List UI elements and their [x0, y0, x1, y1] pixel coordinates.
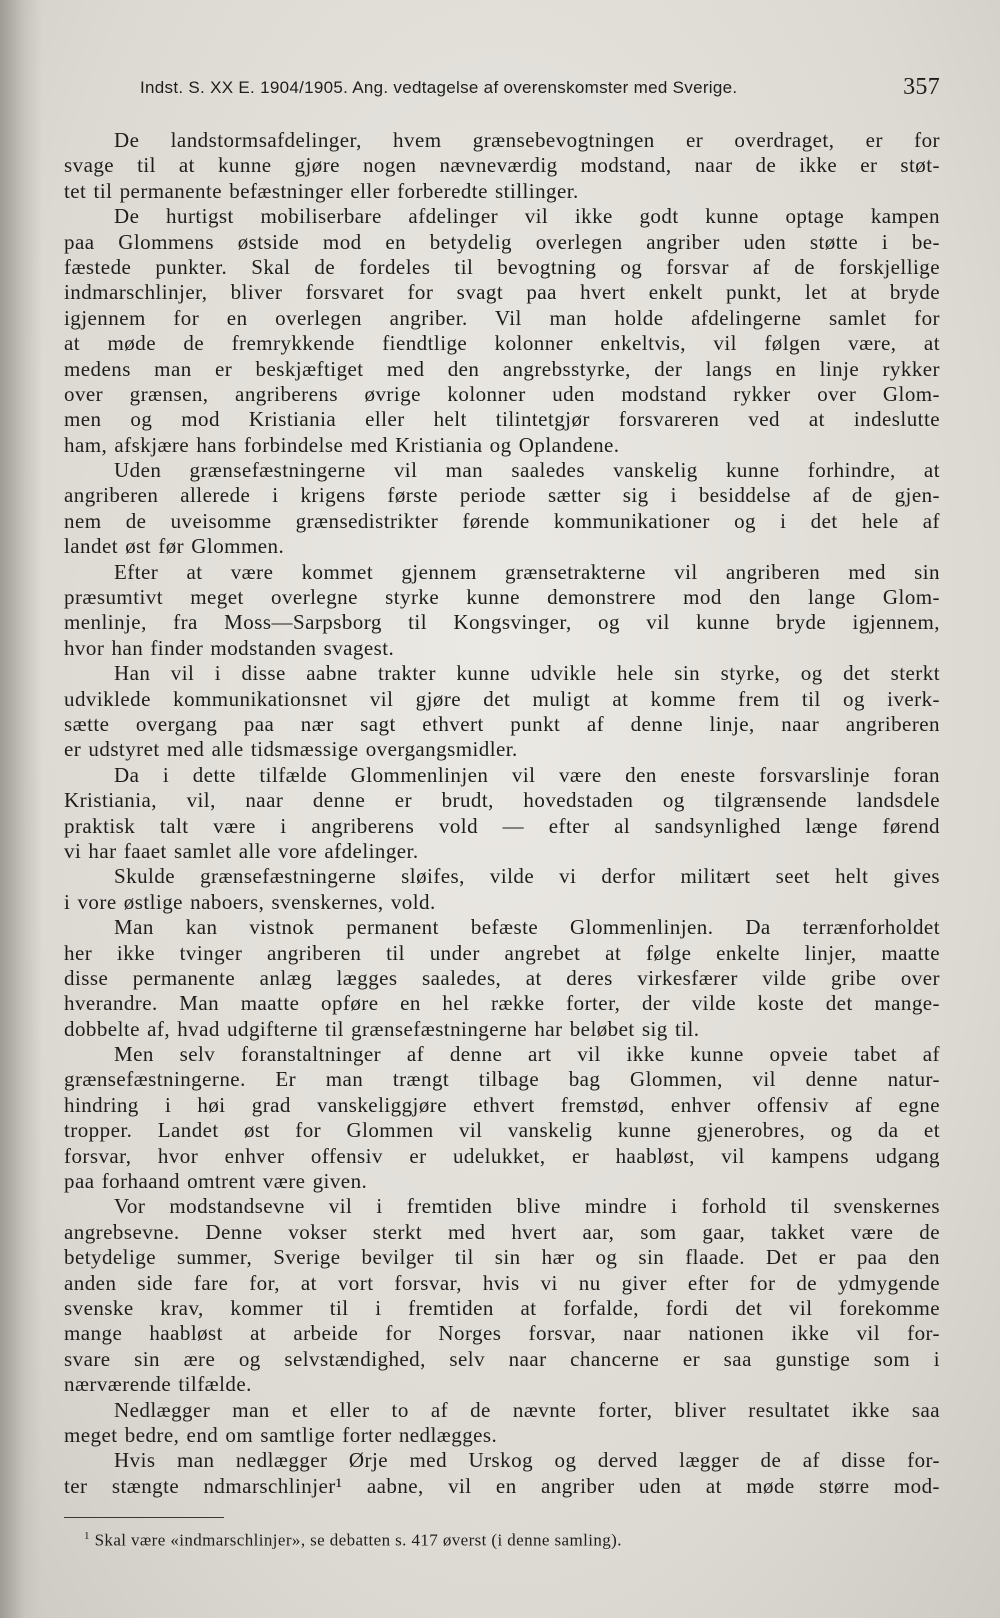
text-line: hindring i høi grad vanskeliggjøre ethvert fremstød, enhver offensiv af egne — [64, 1092, 940, 1117]
footnote-text: Skal være «indmarschlinjer», se debatten s. 417 øverst (i denne samling). — [94, 1530, 622, 1550]
text-line: medens man er beskjæftiget med den angrebsstyrke, der langs en linje rykker — [64, 356, 940, 381]
text-line: angriberen allerede i krigens første periode sætter sig i besiddelse af de gjen- — [64, 483, 940, 508]
text-line: De landstormsafdelinger, hvem grænsebevogtningen er overdraget, er for — [114, 128, 940, 152]
text-line: betydelige summer, Sverige bevilger til sin hær og sin flaade. Det er paa den — [64, 1245, 940, 1270]
text-line: ter stængte ndmarschlinjer¹ aabne, vil en angriber uden at møde større mod- — [64, 1473, 940, 1498]
text-line: svenske krav, kommer til i fremtiden at forfalde, fordi det vil forekomme — [64, 1295, 940, 1320]
footnote — [84, 1530, 844, 1551]
text-line: sætte overgang paa nær sagt ethvert punkt af denne linje, naar angriberen — [64, 711, 940, 736]
text-line: Nedlægger man et eller to af de nævnte forter, bliver resultatet ikke saa — [114, 1397, 940, 1422]
text-line: tet til permanente befæstninger eller forberedte stillinger. — [64, 178, 579, 203]
text-line: menlinje, fra Moss—Sarpsborg til Kongsvinger, og vil kunne bryde igjennem, — [64, 610, 940, 635]
text-line: her ikke tvinger angriberen til under angrebet at følge enkelte linjer, maatte — [64, 940, 940, 965]
footnote-marker: 1 — [84, 1530, 90, 1542]
text-line: Men selv foranstaltninger af denne art vil ikke kunne opveie tabet af — [114, 1042, 940, 1067]
text-line: svage til at kunne gjøre nogen nævneværdig modstand, naar de ikke er støt- — [64, 153, 940, 178]
text-line: hvor han finder modstanden svagest. — [64, 635, 395, 660]
text-line: igjennem for en overlegen angriber. Vil man holde afdelingerne samlet for — [64, 305, 940, 330]
text-line: paa Glommens østside mod en betydelig overlegen angriber uden støtte i be- — [64, 229, 940, 254]
text-line: paa forhaand omtrent være given. — [64, 1169, 368, 1194]
running-title: Indst. S. XX E. 1904/1905. Ang. vedtagelse af overenskomster med Sverige. — [140, 78, 738, 97]
text-line: Efter at være kommet gjennem grænsetrakterne vil angriberen med sin — [114, 559, 940, 584]
text-line: tropper. Landet øst for Glommen vil vanskelig kunne gjenerobres, og da et — [64, 1118, 940, 1143]
text-line: meget bedre, end om samtlige forter nedlægges. — [64, 1422, 498, 1447]
text-line: at møde de fremrykkende fiendtlige kolonner enkeltvis, vil følgen være, at — [64, 331, 940, 356]
text-line: angrebsevne. Denne vokser sterkt med hvert aar, som gaar, takket være de — [64, 1219, 940, 1244]
text-line: anden side fare for, at vort forsvar, hvis vi nu giver efter for de ydmygende — [64, 1270, 940, 1295]
text-line: praktisk talt være i angriberens vold — efter al sandsynlighed længe førend — [64, 813, 940, 838]
text-line: Skulde grænsefæstningerne sløifes, vilde vi derfor militært seet helt gives — [114, 864, 940, 889]
text-line: udviklede kommunikationsnet vil gjøre det muligt at komme frem til og iverk- — [64, 686, 940, 711]
text-line: Man kan vistnok permanent befæste Glommenlinjen. Da terrænforholdet — [114, 915, 940, 940]
text-line: over grænsen, angriberens øvrige kolonner uden modstand rykker over Glom- — [64, 381, 940, 406]
text-line: dobbelte af, hvad udgifterne til grænsefæstningerne har beløbet sig til. — [64, 1016, 700, 1041]
text-line: grænsefæstningerne. Er man trængt tilbage bag Glommen, vil denne natur- — [64, 1067, 940, 1092]
text-line: nem de uveisomme grænsedistrikter førende kommunikationer og i det hele af — [64, 508, 940, 533]
text-line: nærværende tilfælde. — [64, 1372, 252, 1397]
text-line: mange haabløst at arbeide for Norges forsvar, naar nationen ikke vil for- — [64, 1321, 940, 1346]
footnote-rule — [64, 1517, 224, 1518]
text-line: hverandre. Man maatte opføre en hel række forter, der vilde koste det mange- — [64, 991, 940, 1016]
page-number: 357 — [903, 74, 940, 100]
binding-shadow — [0, 0, 42, 1618]
text-line: vi har faaet samlet alle vore afdelinger. — [64, 838, 419, 863]
text-line: i vore østlige naboers, svenskernes, vold. — [64, 889, 436, 914]
text-line: svare sin ære og selvstændighed, selv naar chancerne er saa gunstige som i — [64, 1346, 940, 1371]
text-line: Uden grænsefæstningerne vil man saaledes vanskelig kunne forhindre, at — [114, 458, 940, 483]
text-line: fæstede punkter. Skal de fordeles til bevogtning og forsvar af de forskjellige — [64, 254, 940, 279]
text-line: landet øst før Glommen. — [64, 534, 285, 559]
text-line: indmarschlinjer, bliver forsvaret for svagt paa hvert enkelt punkt, let at bryde — [64, 280, 940, 305]
text-line: Hvis man nedlægger Ørje med Urskog og derved lægger de af disse for- — [114, 1448, 940, 1473]
text-line: forsvar, hvor enhver offensiv er udelukket, er haabløst, vil kampens udgang — [64, 1143, 940, 1168]
text-line: Han vil i disse aabne trakter kunne udvikle hele sin styrke, og det sterkt — [114, 661, 940, 686]
text-line: er udstyret med alle tidsmæssige overgangsmidler. — [64, 737, 518, 762]
text-line: Da i dette tilfælde Glommenlinjen vil være den eneste forsvarslinje foran — [114, 762, 940, 787]
text-line: præsumtivt meget overlegne styrke kunne demonstrere mod den lange Glom- — [64, 585, 940, 610]
text-line: disse permanente anlæg lægges saaledes, at deres virkesfærer vilde gribe over — [64, 965, 940, 990]
text-line: De hurtigst mobiliserbare afdelinger vil ikke godt kunne optage kampen — [114, 204, 940, 229]
text-line: Kristiania, vil, naar denne er brudt, hovedstaden og tilgrænsende landsdele — [64, 788, 940, 813]
text-line: Vor modstandsevne vil i fremtiden blive mindre i forhold til svenskernes — [114, 1194, 940, 1219]
body-text — [64, 128, 940, 1499]
text-line: men og mod Kristiania eller helt tilintetgjør forsvareren ved at indeslutte — [64, 407, 940, 432]
text-line: ham, afskjære hans forbindelse med Kristiania og Oplandene. — [64, 432, 620, 457]
running-head — [140, 74, 940, 104]
